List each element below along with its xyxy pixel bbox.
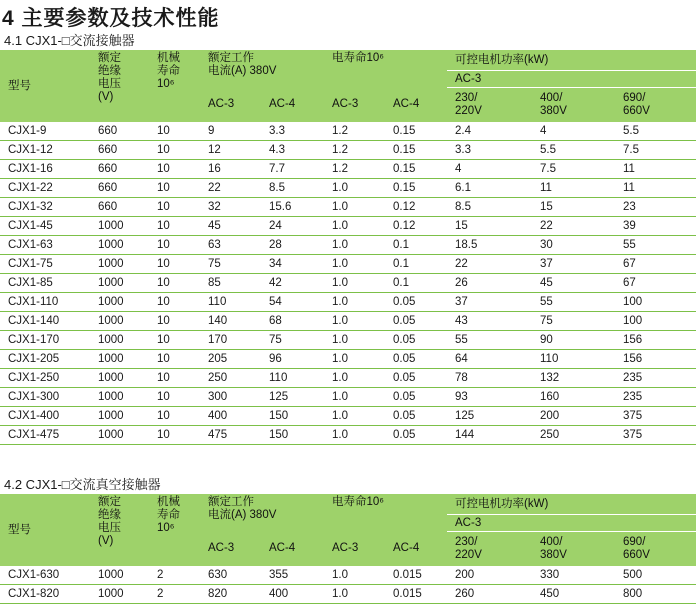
cell-insulation-voltage: 1000 xyxy=(90,236,149,255)
cell-life-ac4: 0.05 xyxy=(385,350,447,369)
cell-power-230v: 2.4 xyxy=(447,122,532,141)
cell-current-ac4: 400 xyxy=(261,585,324,604)
header-motor-power: 可控电机功率(kW) xyxy=(447,50,696,71)
cell-model: CJX1-9 xyxy=(0,122,90,141)
header-current-ac3: AC-3 xyxy=(200,532,261,567)
cell-life-ac4: 0.015 xyxy=(385,566,447,585)
cell-mechanical-life: 10 xyxy=(149,160,200,179)
cell-power-400v: 110 xyxy=(532,350,615,369)
cell-current-ac3: 45 xyxy=(200,217,261,236)
cell-power-690v: 39 xyxy=(615,217,696,236)
cell-mechanical-life: 10 xyxy=(149,274,200,293)
cell-power-400v: 250 xyxy=(532,426,615,445)
cell-power-690v: 156 xyxy=(615,331,696,350)
cell-life-ac3: 1.0 xyxy=(324,293,385,312)
cell-mechanical-life: 2 xyxy=(149,585,200,604)
cell-current-ac3: 820 xyxy=(200,585,261,604)
cell-power-690v: 500 xyxy=(615,566,696,585)
cell-power-690v: 235 xyxy=(615,388,696,407)
header-life-ac3: AC-3 xyxy=(324,532,385,567)
cell-power-230v: 144 xyxy=(447,426,532,445)
cell-mechanical-life: 10 xyxy=(149,198,200,217)
cell-mechanical-life: 2 xyxy=(149,566,200,585)
cell-power-230v: 200 xyxy=(447,566,532,585)
table-row xyxy=(0,350,696,369)
header-voltage-690: 690/ 660V xyxy=(615,532,696,567)
cell-power-400v: 132 xyxy=(532,369,615,388)
cell-current-ac3: 85 xyxy=(200,274,261,293)
cell-life-ac4: 0.15 xyxy=(385,179,447,198)
cell-life-ac3: 1.0 xyxy=(324,407,385,426)
cell-life-ac3: 1.0 xyxy=(324,585,385,604)
cell-power-400v: 37 xyxy=(532,255,615,274)
table-body xyxy=(0,122,696,445)
table-row xyxy=(0,426,696,445)
header-ac3-group: AC-3 xyxy=(447,71,696,88)
table-row xyxy=(0,198,696,217)
cell-mechanical-life: 10 xyxy=(149,369,200,388)
cell-power-400v: 90 xyxy=(532,331,615,350)
cell-life-ac4: 0.1 xyxy=(385,255,447,274)
cell-insulation-voltage: 660 xyxy=(90,179,149,198)
cell-power-690v: 23 xyxy=(615,198,696,217)
cell-power-690v: 235 xyxy=(615,369,696,388)
cell-power-400v: 11 xyxy=(532,179,615,198)
cell-power-230v: 93 xyxy=(447,388,532,407)
cell-current-ac4: 15.6 xyxy=(261,198,324,217)
cell-model: CJX1-12 xyxy=(0,141,90,160)
section2-title: 4.2 CJX1-□交流真空接触器 xyxy=(4,477,161,492)
cell-power-230v: 43 xyxy=(447,312,532,331)
header-model: 型号 xyxy=(0,494,90,566)
header-ac3-group: AC-3 xyxy=(447,515,696,532)
cell-life-ac4: 0.15 xyxy=(385,122,447,141)
cell-life-ac4: 0.12 xyxy=(385,198,447,217)
header-insulation-voltage: 额定 绝缘 电压 (V) xyxy=(90,494,149,566)
cell-life-ac3: 1.0 xyxy=(324,350,385,369)
cell-insulation-voltage: 1000 xyxy=(90,566,149,585)
header-voltage-400: 400/ 380V xyxy=(532,88,615,123)
cell-insulation-voltage: 1000 xyxy=(90,369,149,388)
cell-mechanical-life: 10 xyxy=(149,236,200,255)
cell-power-400v: 450 xyxy=(532,585,615,604)
header-rated-current: 额定工作 电流(A) 380V xyxy=(200,50,324,88)
cell-power-400v: 75 xyxy=(532,312,615,331)
cell-insulation-voltage: 1000 xyxy=(90,585,149,604)
cell-current-ac3: 16 xyxy=(200,160,261,179)
cell-power-690v: 100 xyxy=(615,293,696,312)
cell-insulation-voltage: 1000 xyxy=(90,426,149,445)
cell-model: CJX1-75 xyxy=(0,255,90,274)
cell-model: CJX1-45 xyxy=(0,217,90,236)
cell-current-ac4: 7.7 xyxy=(261,160,324,179)
table-row xyxy=(0,585,696,604)
cell-power-230v: 78 xyxy=(447,369,532,388)
cell-mechanical-life: 10 xyxy=(149,312,200,331)
cell-life-ac3: 1.0 xyxy=(324,236,385,255)
cell-power-230v: 260 xyxy=(447,585,532,604)
cell-current-ac3: 63 xyxy=(200,236,261,255)
table-row xyxy=(0,369,696,388)
cell-life-ac4: 0.05 xyxy=(385,293,447,312)
cell-power-690v: 800 xyxy=(615,585,696,604)
cell-current-ac3: 22 xyxy=(200,179,261,198)
cell-power-400v: 4 xyxy=(532,122,615,141)
cell-life-ac4: 0.12 xyxy=(385,217,447,236)
cell-current-ac4: 110 xyxy=(261,369,324,388)
cell-current-ac3: 250 xyxy=(200,369,261,388)
cell-current-ac4: 96 xyxy=(261,350,324,369)
cell-power-690v: 375 xyxy=(615,426,696,445)
cell-life-ac4: 0.05 xyxy=(385,426,447,445)
cell-life-ac4: 0.015 xyxy=(385,585,447,604)
cell-current-ac3: 170 xyxy=(200,331,261,350)
cell-model: CJX1-475 xyxy=(0,426,90,445)
cell-power-400v: 160 xyxy=(532,388,615,407)
cell-model: CJX1-630 xyxy=(0,566,90,585)
cell-life-ac3: 1.0 xyxy=(324,255,385,274)
cell-insulation-voltage: 660 xyxy=(90,160,149,179)
cell-life-ac4: 0.05 xyxy=(385,388,447,407)
cell-power-230v: 15 xyxy=(447,217,532,236)
cell-life-ac3: 1.2 xyxy=(324,160,385,179)
header-voltage-230: 230/ 220V xyxy=(447,532,532,567)
table-row xyxy=(0,388,696,407)
cell-mechanical-life: 10 xyxy=(149,293,200,312)
cell-power-400v: 22 xyxy=(532,217,615,236)
cell-power-230v: 125 xyxy=(447,407,532,426)
cell-power-690v: 5.5 xyxy=(615,122,696,141)
cell-power-690v: 7.5 xyxy=(615,141,696,160)
cell-power-400v: 15 xyxy=(532,198,615,217)
table-row xyxy=(0,160,696,179)
cell-mechanical-life: 10 xyxy=(149,350,200,369)
cell-insulation-voltage: 1000 xyxy=(90,407,149,426)
cell-mechanical-life: 10 xyxy=(149,179,200,198)
cell-insulation-voltage: 1000 xyxy=(90,217,149,236)
cell-power-230v: 18.5 xyxy=(447,236,532,255)
cell-power-400v: 45 xyxy=(532,274,615,293)
cell-current-ac4: 3.3 xyxy=(261,122,324,141)
cell-model: CJX1-16 xyxy=(0,160,90,179)
vacuum-contactor-spec-table xyxy=(0,494,696,604)
cell-insulation-voltage: 1000 xyxy=(90,331,149,350)
header-insulation-voltage: 额定 绝缘 电压 (V) xyxy=(90,50,149,122)
cell-current-ac4: 75 xyxy=(261,331,324,350)
cell-power-230v: 37 xyxy=(447,293,532,312)
cell-insulation-voltage: 660 xyxy=(90,122,149,141)
cell-power-230v: 8.5 xyxy=(447,198,532,217)
cell-current-ac3: 75 xyxy=(200,255,261,274)
cell-current-ac4: 355 xyxy=(261,566,324,585)
cell-power-400v: 200 xyxy=(532,407,615,426)
header-rated-current: 额定工作 电流(A) 380V xyxy=(200,494,324,532)
cell-power-400v: 5.5 xyxy=(532,141,615,160)
cell-model: CJX1-110 xyxy=(0,293,90,312)
cell-life-ac4: 0.05 xyxy=(385,369,447,388)
cell-insulation-voltage: 1000 xyxy=(90,388,149,407)
cell-current-ac3: 9 xyxy=(200,122,261,141)
cell-life-ac3: 1.0 xyxy=(324,274,385,293)
table-body xyxy=(0,566,696,604)
cell-life-ac4: 0.15 xyxy=(385,160,447,179)
cell-power-690v: 11 xyxy=(615,160,696,179)
cell-model: CJX1-205 xyxy=(0,350,90,369)
header-current-ac3: AC-3 xyxy=(200,88,261,123)
cell-mechanical-life: 10 xyxy=(149,426,200,445)
cell-mechanical-life: 10 xyxy=(149,255,200,274)
cell-power-230v: 4 xyxy=(447,160,532,179)
cell-model: CJX1-250 xyxy=(0,369,90,388)
cell-current-ac4: 24 xyxy=(261,217,324,236)
header-life-ac4: AC-4 xyxy=(385,88,447,123)
cell-life-ac3: 1.0 xyxy=(324,179,385,198)
cell-life-ac4: 0.1 xyxy=(385,274,447,293)
cell-insulation-voltage: 1000 xyxy=(90,293,149,312)
cell-current-ac4: 150 xyxy=(261,426,324,445)
cell-power-400v: 7.5 xyxy=(532,160,615,179)
table-row xyxy=(0,217,696,236)
cell-model: CJX1-400 xyxy=(0,407,90,426)
cell-power-690v: 67 xyxy=(615,255,696,274)
cell-life-ac3: 1.0 xyxy=(324,426,385,445)
header-mechanical-life: 机械 寿命 10⁶ xyxy=(149,494,200,566)
header-life-ac3: AC-3 xyxy=(324,88,385,123)
cell-current-ac3: 205 xyxy=(200,350,261,369)
header-voltage-230: 230/ 220V xyxy=(447,88,532,123)
cell-current-ac4: 28 xyxy=(261,236,324,255)
cell-mechanical-life: 10 xyxy=(149,407,200,426)
table-row xyxy=(0,122,696,141)
cell-model: CJX1-820 xyxy=(0,585,90,604)
cell-power-400v: 55 xyxy=(532,293,615,312)
section1-title: 4.1 CJX1-□交流接触器 xyxy=(4,33,135,48)
cell-power-690v: 11 xyxy=(615,179,696,198)
page-heading: 4 主要参数及技术性能 xyxy=(2,7,220,30)
cell-life-ac3: 1.0 xyxy=(324,217,385,236)
cell-current-ac3: 475 xyxy=(200,426,261,445)
cell-current-ac4: 8.5 xyxy=(261,179,324,198)
cell-power-230v: 6.1 xyxy=(447,179,532,198)
cell-power-690v: 375 xyxy=(615,407,696,426)
header-current-ac4: AC-4 xyxy=(261,88,324,123)
cell-life-ac4: 0.05 xyxy=(385,407,447,426)
cell-insulation-voltage: 1000 xyxy=(90,350,149,369)
cell-power-400v: 330 xyxy=(532,566,615,585)
cell-model: CJX1-140 xyxy=(0,312,90,331)
table-row xyxy=(0,141,696,160)
cell-insulation-voltage: 660 xyxy=(90,198,149,217)
cell-current-ac4: 150 xyxy=(261,407,324,426)
table-row xyxy=(0,274,696,293)
cell-life-ac4: 0.05 xyxy=(385,312,447,331)
header-electrical-life: 电寿命10⁶ xyxy=(324,494,447,532)
cell-mechanical-life: 10 xyxy=(149,122,200,141)
header-current-ac4: AC-4 xyxy=(261,532,324,567)
cell-power-230v: 22 xyxy=(447,255,532,274)
cell-life-ac3: 1.2 xyxy=(324,122,385,141)
cell-current-ac3: 300 xyxy=(200,388,261,407)
cell-current-ac4: 125 xyxy=(261,388,324,407)
cell-model: CJX1-170 xyxy=(0,331,90,350)
cell-current-ac3: 32 xyxy=(200,198,261,217)
table-row xyxy=(0,293,696,312)
table-row xyxy=(0,255,696,274)
header-mechanical-life: 机械 寿命 10⁶ xyxy=(149,50,200,122)
header-electrical-life: 电寿命10⁶ xyxy=(324,50,447,88)
cell-life-ac3: 1.0 xyxy=(324,312,385,331)
header-voltage-400: 400/ 380V xyxy=(532,532,615,567)
cell-current-ac4: 54 xyxy=(261,293,324,312)
cell-mechanical-life: 10 xyxy=(149,331,200,350)
cell-life-ac4: 0.1 xyxy=(385,236,447,255)
header-model: 型号 xyxy=(0,50,90,122)
cell-current-ac4: 34 xyxy=(261,255,324,274)
header-voltage-690: 690/ 660V xyxy=(615,88,696,123)
cell-insulation-voltage: 1000 xyxy=(90,255,149,274)
cell-model: CJX1-22 xyxy=(0,179,90,198)
header-life-ac4: AC-4 xyxy=(385,532,447,567)
cell-current-ac3: 110 xyxy=(200,293,261,312)
table-row xyxy=(0,331,696,350)
cell-life-ac3: 1.0 xyxy=(324,566,385,585)
cell-life-ac3: 1.0 xyxy=(324,369,385,388)
cell-power-690v: 67 xyxy=(615,274,696,293)
cell-model: CJX1-32 xyxy=(0,198,90,217)
cell-current-ac4: 42 xyxy=(261,274,324,293)
cell-mechanical-life: 10 xyxy=(149,141,200,160)
cell-life-ac4: 0.05 xyxy=(385,331,447,350)
cell-mechanical-life: 10 xyxy=(149,388,200,407)
cell-model: CJX1-85 xyxy=(0,274,90,293)
cell-current-ac3: 400 xyxy=(200,407,261,426)
ac-contactor-spec-table xyxy=(0,50,696,445)
cell-insulation-voltage: 1000 xyxy=(90,312,149,331)
cell-power-230v: 55 xyxy=(447,331,532,350)
cell-power-230v: 26 xyxy=(447,274,532,293)
cell-power-400v: 30 xyxy=(532,236,615,255)
cell-power-690v: 55 xyxy=(615,236,696,255)
table-row xyxy=(0,236,696,255)
cell-current-ac3: 140 xyxy=(200,312,261,331)
cell-power-230v: 64 xyxy=(447,350,532,369)
table-row xyxy=(0,407,696,426)
cell-current-ac4: 68 xyxy=(261,312,324,331)
cell-life-ac4: 0.15 xyxy=(385,141,447,160)
cell-power-690v: 156 xyxy=(615,350,696,369)
cell-life-ac3: 1.0 xyxy=(324,331,385,350)
cell-life-ac3: 1.0 xyxy=(324,388,385,407)
cell-current-ac4: 4.3 xyxy=(261,141,324,160)
cell-power-690v: 100 xyxy=(615,312,696,331)
cell-insulation-voltage: 1000 xyxy=(90,274,149,293)
table-row xyxy=(0,312,696,331)
cell-life-ac3: 1.2 xyxy=(324,141,385,160)
cell-mechanical-life: 10 xyxy=(149,217,200,236)
cell-power-230v: 3.3 xyxy=(447,141,532,160)
header-motor-power: 可控电机功率(kW) xyxy=(447,494,696,515)
cell-current-ac3: 630 xyxy=(200,566,261,585)
cell-life-ac3: 1.0 xyxy=(324,198,385,217)
cell-insulation-voltage: 660 xyxy=(90,141,149,160)
cell-model: CJX1-300 xyxy=(0,388,90,407)
cell-model: CJX1-63 xyxy=(0,236,90,255)
cell-current-ac3: 12 xyxy=(200,141,261,160)
table-row xyxy=(0,566,696,585)
table-row xyxy=(0,179,696,198)
